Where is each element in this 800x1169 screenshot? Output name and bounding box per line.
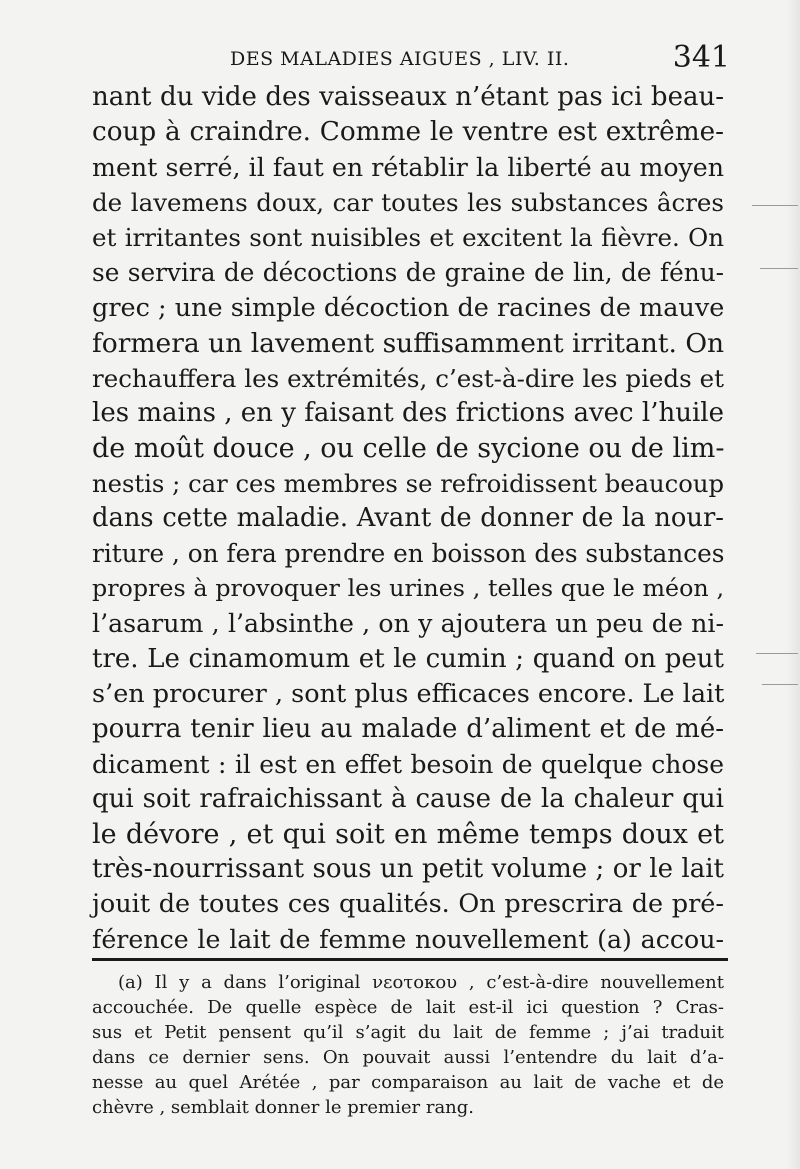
text-line: riture , on fera prendre en boisson des substances [92, 539, 725, 569]
footnote-line: chèvre , semblait donner le premier rang. [92, 1097, 475, 1118]
margin-mark [760, 268, 798, 269]
text-line: dicament : il est en effet besoin de quelque chose [92, 749, 724, 779]
text-line: pourra tenir lieu au malade d’aliment et de mé- [92, 713, 724, 744]
text-line: jouit de toutes ces qualités. On prescrira de pré- [92, 889, 724, 920]
text-line: propres à provoquer les urines , telles que le méon , [92, 574, 724, 603]
text-line: se servira de décoctions de graine de lin, de fénu- [92, 258, 724, 288]
margin-mark [752, 205, 798, 206]
footnote [92, 970, 724, 1120]
text-line: le dévore , et qui soit en même temps doux et [92, 818, 724, 850]
text-line: férence le lait de femme nouvellement (a) accou- [92, 925, 724, 955]
footnote-line: (a) Il y a dans l’original νεοτοκου , c’est-à-dire nouvellement [118, 972, 724, 993]
page-edge-shadow [786, 0, 800, 1169]
text-line: les mains , en y faisant des frictions avec l’huile [92, 397, 724, 428]
page-header [100, 38, 730, 78]
text-line: nestis ; car ces membres se refroidissent beaucoup [92, 469, 724, 499]
text-line: l’asarum , l’absinthe , on y ajoutera un peu de ni- [92, 609, 724, 639]
text-line: formera un lavement suffisamment irritant. On [92, 327, 725, 359]
text-line: qui soit rafraichissant à cause de la chaleur qui [92, 783, 724, 814]
text-line: très-nourrissant sous un petit volume ; or le lait [92, 854, 724, 885]
footnote-line: sus et Petit pensent qu’il s’agit du lait de femme ; j’ai traduit [92, 1022, 724, 1043]
text-line: coup à craindre. Comme le ventre est extrême- [92, 117, 724, 148]
running-head: DES MALADIES AIGUES , LIV. II. [230, 48, 570, 70]
text-line: nant du vide des vaisseaux n’étant pas ici beau- [92, 82, 724, 112]
margin-mark [762, 684, 798, 685]
footnote-line: nesse au quel Arétée , par comparaison au lait de vache et de [92, 1072, 724, 1093]
footnote-line: dans ce dernier sens. On pouvait aussi l’entendre du lait d’a- [92, 1047, 724, 1068]
text-line: dans cette maladie. Avant de donner de la nour- [92, 503, 724, 534]
text-line: ment serré, il faut en rétablir la liberté au moyen [92, 153, 724, 183]
text-line: rechauffera les extrémités, c’est-à-dire les pieds et [92, 363, 724, 393]
text-line: de moût douce , ou celle de sycione ou de lim- [92, 432, 725, 464]
main-text [92, 80, 724, 957]
footnote-line: accouchée. De quelle espèce de lait est-il ici question ? Cras- [92, 997, 724, 1018]
margin-mark [756, 653, 798, 654]
text-line: grec ; une simple décoction de racines de mauve [92, 292, 725, 323]
text-line: s’en procurer , sont plus efficaces encore. Le lait [92, 678, 725, 709]
page-number: 341 [672, 40, 730, 75]
footnote-rule [92, 958, 728, 961]
text-line: tre. Le cinamomum et le cumin ; quand on peut [92, 643, 724, 674]
text-line: et irritantes sont nuisibles et excitent la fièvre. On [92, 223, 724, 253]
text-line: de lavemens doux, car toutes les substances âcres [92, 188, 724, 218]
